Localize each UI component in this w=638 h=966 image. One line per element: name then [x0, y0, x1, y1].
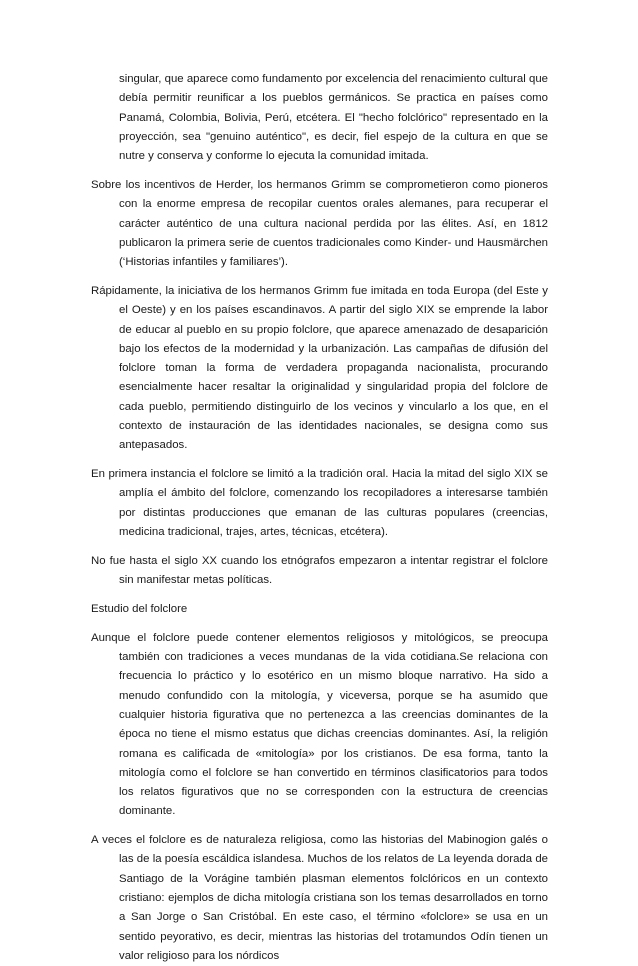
- paragraph-herder-grimm: Sobre los incentivos de Herder, los hermanos Grimm se comprometieron como pioneros con la enorme empresa de recopilar cuentos orales alemanes, para recuperar el carácter auténtico de una cultura nacional perdida por las élites. Así, en 1812 publicaron la primera serie de cuentos tradicionales como Kinder- und Hausmärchen (‘Historias infantiles y familiares’).: [91, 178, 548, 269]
- paragraph-religion-mythology: Aunque el folclore puede contener elementos religiosos y mitológicos, se preocupa también con tradiciones a veces mundanas de la vida cotidiana.Se relaciona con frecuencia lo práctico y lo esotérico en un mismo bloque narrativo. Ha sido a menudo confundido con la mitología, y viceversa, porque se ha asumido que cualquier historia figurativa que no pertenezca a las creencias dominantes de la época no tiene el mismo estatus que dichas creencias dominantes. Así, la religión romana es calificada de «mitología» por los cristianos. De esa forma, tanto la mitología como el folclore se han convertido en términos clasificatorios para todos los relatos figurativos que no se corresponden con la estructura de creencias dominante.: [91, 631, 548, 818]
- paragraph-twentieth-century: No fue hasta el siglo XX cuando los etnógrafos empezaron a intentar registrar el folclore sin manifestar metas políticas.: [91, 554, 548, 587]
- paragraph-religious-folklore: A veces el folclore es de naturaleza religiosa, como las historias del Mabinogion galés o las de la poesía escáldica islandesa. Muchos de los relatos de La leyenda dorada de Santiago de la Vorágine también plasman elementos folclóricos en un contexto cristiano: ejemplos de dicha mitología cristiana son los temas desarrollados en torno a San Jorge o San Cristóbal. En este caso, el término «folclore» se usa en un sentido peyorativo, es decir, mientras las historias del trotamundos Odín tienen un valor religioso para los nórdicos: [91, 834, 548, 962]
- paragraph-oral-tradition: En primera instancia el folclore se limitó a la tradición oral. Hacia la mitad del siglo XIX se amplía el ámbito del folclore, comenzando los recopiladores a interesarse también por distintas producciones que emanan de las culturas populares (creencias, medicina tradicional, trajes, artes, técnicas, etcétera).: [91, 468, 548, 539]
- paragraph-continuation: singular, que aparece como fundamento por excelencia del renacimiento cultural que debía permitir reunificar a los pueblos germánicos. Se practica en países como Panamá, Colombia, Bolivia, Perú, etcétera. El "hecho folclórico" representado en la proyección, sea "genuino auténtico", es decir, fiel espejo de la cultura en que se nutre y conserva y conforme lo ejecuta la comunidad imitada.: [119, 73, 548, 163]
- section-heading: Estudio del folclore: [91, 602, 188, 615]
- paragraph-europe-imitation: Rápidamente, la iniciativa de los hermanos Grimm fue imitada en toda Europa (del Este y el Oeste) y en los países escandinavos. A partir del siglo XIX se emprende la labor de educar al pueblo en su propio folclore, que aparece amenazado de desaparición bajo los efectos de la modernidad y la urbanización. Las campañas de difusión del folclore toman la forma de verdadera propaganda nacionalista, procurando esencialmente hacer resaltar la originalidad y singularidad propia del folclore de cada pueblo, permitiendo distinguirlo de los vecinos y vincularlo a los que, en el contexto de instauración de las identidades nacionales, se designa como sus antepasados.: [91, 284, 548, 452]
